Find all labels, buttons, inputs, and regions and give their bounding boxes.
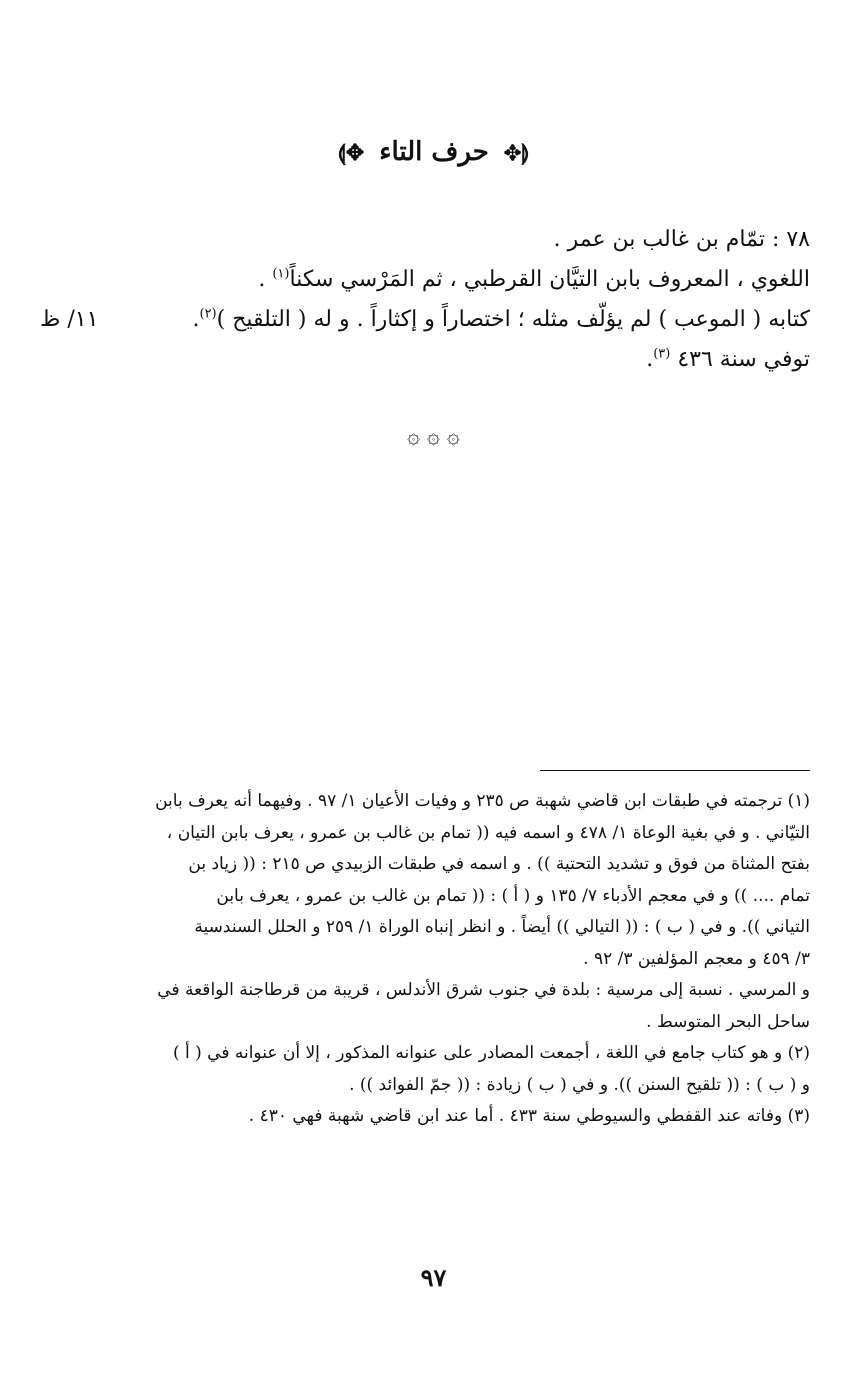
footnote-1-line-3: بفتح المثناة من فوق و تشديد التحتية )) . و اسمه في طبقات الزبيدي ص ٢١٥ : (( زياد بن bbox=[188, 854, 810, 874]
footnote-1b-line-2: ساحل البحر المتوسط . bbox=[646, 1011, 810, 1032]
section-divider-icon: ۞ ۞ ۞ bbox=[407, 424, 460, 449]
footnote-1b-line-1: و المرسي . نسبة إلى مرسية : بلدة في جنوب شرق الأندلس ، قريبة من قرطاجنة الواقعة في bbox=[157, 980, 810, 1000]
entry-line-2 bbox=[40, 260, 810, 300]
entry-name: ٧٨ : تمّام بن غالب بن عمر . bbox=[553, 227, 810, 252]
entry-line-2-text: اللغوي ، المعروف بابن التيَّان القرطبي ، ثم المَرْسي سكناً bbox=[289, 267, 810, 292]
footnote-separator bbox=[540, 770, 810, 771]
entry-line-3-end: . bbox=[192, 307, 200, 332]
footnote-2-line-1: (٢) و هو كتاب جامع في اللغة ، أجمعت المصادر على عنوانه المذكور ، إلا أن عنوانه في ( أ ) bbox=[172, 1043, 810, 1063]
footnote-ref-1: (١) bbox=[272, 266, 290, 282]
chapter-heading bbox=[0, 132, 867, 173]
footnote-2 bbox=[100, 1038, 810, 1101]
footnote-3 bbox=[100, 1101, 810, 1133]
manuscript-folio-marker: ١١/ ظ bbox=[40, 307, 99, 332]
footnote-1 bbox=[100, 786, 810, 1038]
entry-line-1 bbox=[40, 220, 810, 260]
biography-entry bbox=[40, 220, 810, 380]
entry-line-3-text: كتابه ( الموعب ) لم يؤلّف مثله ؛ اختصاراً و إكثاراً . و له ( التلقيح ) bbox=[216, 307, 810, 332]
entry-line-3-body bbox=[192, 300, 810, 340]
entry-line-3 bbox=[40, 300, 810, 340]
ornament-left-icon: ✥⟭ bbox=[337, 140, 365, 166]
page-number: ٩٧ bbox=[420, 1263, 447, 1292]
footnotes bbox=[100, 786, 810, 1133]
footnote-1-line-6: ٣/ ٤٥٩ و معجم المؤلفين ٣/ ٩٢ . bbox=[583, 948, 810, 969]
footnote-ref-3: (٣) bbox=[653, 346, 671, 362]
entry-line-4-end: . bbox=[646, 347, 654, 372]
entry-line-4-text: توفي سنة ٤٣٦ bbox=[670, 347, 810, 372]
entry-line-4 bbox=[40, 340, 810, 380]
entry-line-2-end: . bbox=[258, 267, 273, 292]
footnote-1-line-2: التيّاني . و في بغية الوعاة ١/ ٤٧٨ و اسمه فيه (( تمام بن غالب بن عمرو ، يعرف بابن التيان ، bbox=[166, 822, 810, 843]
footnote-ref-2: (٢) bbox=[199, 306, 217, 322]
chapter-title: حرف التاء bbox=[379, 137, 489, 167]
footnote-1-line-5: التياني )). و في ( ب ) : (( التيالي )) أيضاً . و انظر إنباه الوراة ١/ ٢٥٩ و الحلل السندسية bbox=[194, 917, 810, 937]
ornament-right-icon: ⟬✥ bbox=[503, 140, 530, 166]
footnote-3-line-1: (٣) وفاته عند القفطي والسيوطي سنة ٤٣٣ . أما عند ابن قاضي شهبة فهي ٤٣٠ . bbox=[248, 1106, 810, 1126]
footnote-1-line-4: تمام .... )) و في معجم الأدباء ٧/ ١٣٥ و ( أ ) : (( تمام بن غالب بن عمرو ، يعرف بابن bbox=[216, 885, 810, 906]
footnote-2-line-2: و ( ب ) : (( تلقيح السنن )). و في ( ب ) زيادة : (( جمّ الفوائد )) . bbox=[349, 1074, 810, 1095]
footnote-1-line-1: (١) ترجمته في طبقات ابن قاضي شهبة ص ٢٣٥ و وفيات الأعيان ١/ ٩٧ . وفيهما أنه يعرف بابن bbox=[155, 791, 810, 811]
